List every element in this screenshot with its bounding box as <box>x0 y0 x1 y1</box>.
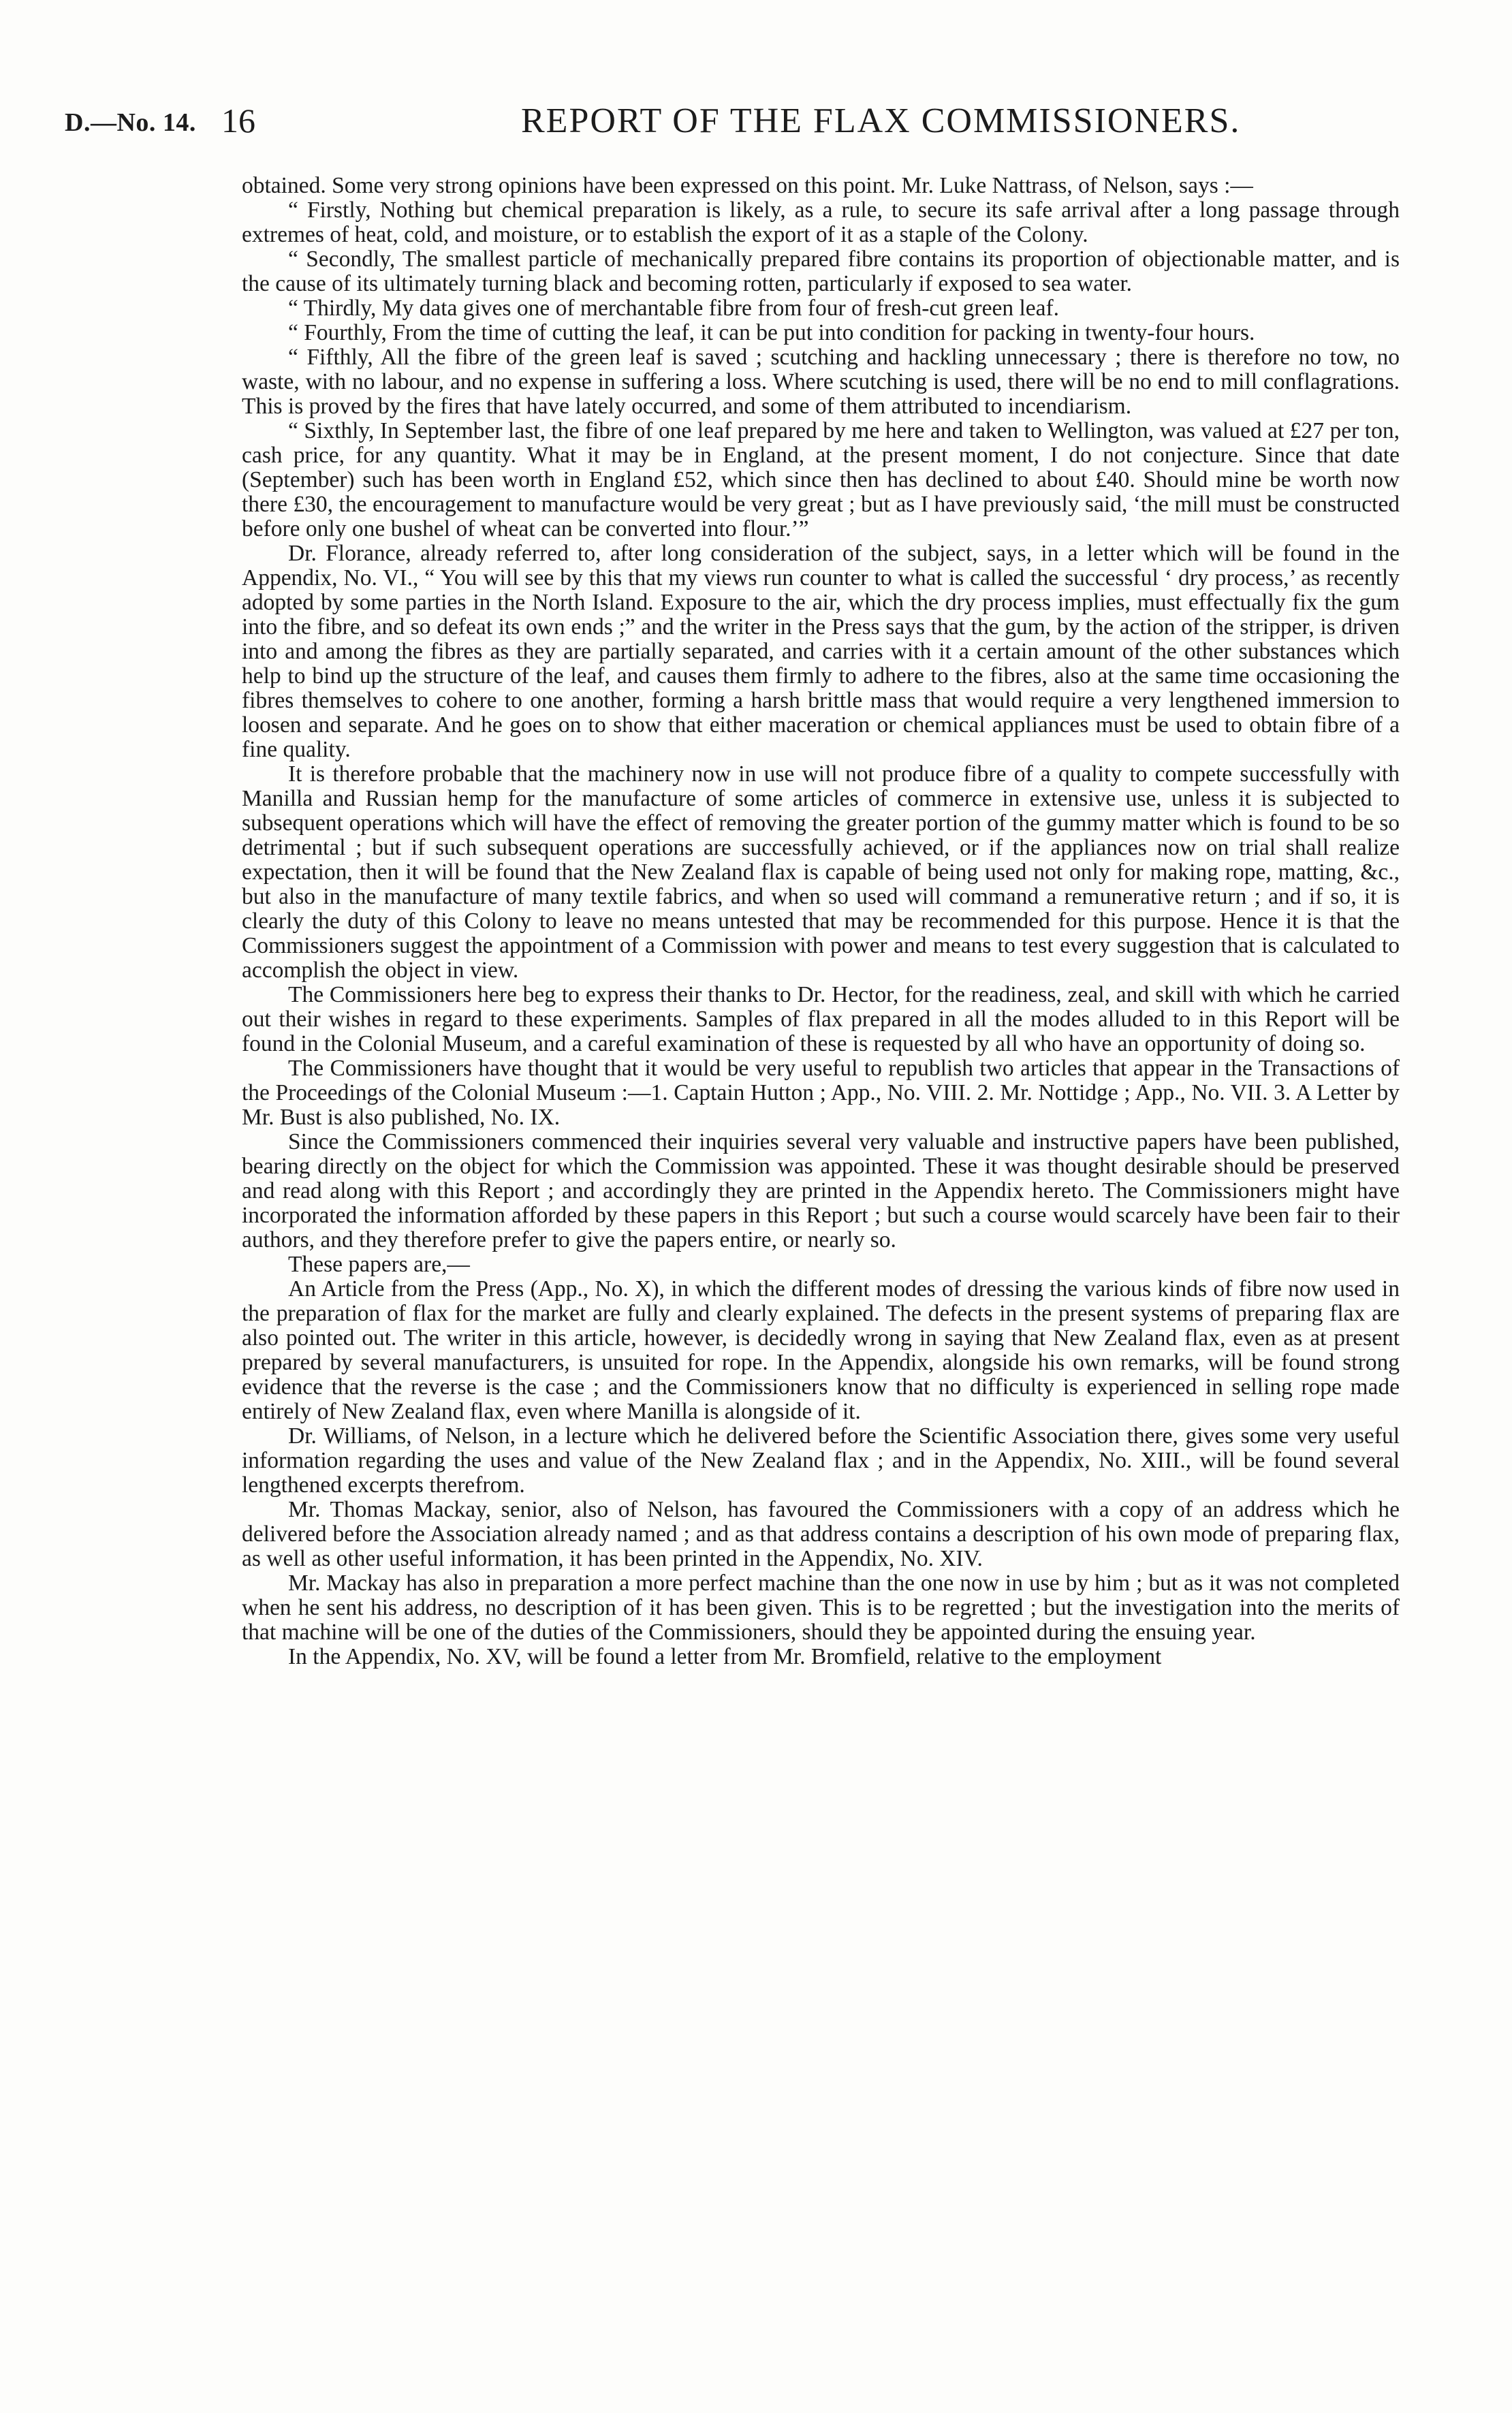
paragraph: It is therefore probable that the machinery now in use will not produce fibre of a quality to compete successfully with Manilla and Russian hemp for the manufacture of some articles of commerce in extensive use, unless it is subjected to subsequent operations which will have the effect of removing the greater portion of the gummy matter which is found to be so detrimental ; but if such subsequent operations are successfully achieved, or if the appliances now on trial shall realize expectation, then it will be found that the New Zealand flax is capable of being used not only for making rope, matting, &c., but also in the manufacture of many textile fabrics, and when so used will command a remunerative return ; and if so, it is clearly the duty of this Colony to leave no means untested that may be recommended for this purpose. Hence it is that the Commissioners suggest the appointment of a Commission with power and means to test every suggestion that is calculated to accomplish the object in view. <box>242 761 1400 983</box>
quote-paragraph: “ Fifthly, All the fibre of the green leaf is saved ; scutching and hackling unnecessary ; there is therefore no tow, no waste, with no labour, and no expense in suffering a loss. Where scutching is used, there will be no end to mill conflagrations. This is proved by the fires that have lately occurred, and some of them attributed to incendiarism. <box>242 345 1400 419</box>
paragraph: These papers are,— <box>288 1252 470 1277</box>
quote-paragraph: “ Thirdly, My data gives one of merchantable fibre from four of fresh-cut green leaf. <box>288 296 1060 321</box>
paragraph: obtained. Some very strong opinions have been expressed on this point. Mr. Luke Nattrass, of Nelson, says :— <box>242 173 1253 198</box>
page-number: 16 <box>221 101 255 140</box>
paragraph: An Article from the Press (App., No. X), in which the different modes of dressing the various kinds of fibre now used in the preparation of flax for the market are fully and clearly explained. The defects in the present systems of preparing flax are also pointed out. The writer in this article, however, is decidedly wrong in saying that New Zealand flax, even as at present prepared by several manufacturers, is unsuited for rope. In the Appendix, alongside his own remarks, will be found strong evidence that the reverse is the case ; and the Commissioners know that no difficulty is experienced in selling rope made entirely of New Zealand flax, even where Manilla is alongside of it. <box>242 1276 1400 1424</box>
page-header <box>65 95 1454 157</box>
paragraph: The Commissioners have thought that it would be very useful to republish two articles that appear in the Transactions of the Proceedings of the Colonial Museum :—1. Captain Hutton ; App., No. VIII. 2. Mr. Nottidge ; App., No. VII. 3. A Letter by Mr. Bust is also published, No. IX. <box>242 1056 1400 1130</box>
quote-paragraph: “ Secondly, The smallest particle of mechanically prepared fibre contains its proportion of objectionable matter, and is the cause of its ultimately turning black and becoming rotten, particularly if exposed to sea water. <box>242 247 1400 296</box>
paragraph: Dr. Williams, of Nelson, in a lecture which he delivered before the Scientific Association there, gives some very useful information regarding the uses and value of the New Zealand flax ; and in the Appendix, No. XIII., will be found several lengthened excerpts therefrom. <box>242 1423 1400 1498</box>
paragraph: In the Appendix, No. XV, will be found a letter from Mr. Bromfield, relative to the employment <box>288 1644 1162 1669</box>
paragraph: Since the Commissioners commenced their inquiries several very valuable and instructive papers have been published, bearing directly on the object for which the Commission was appointed. These it was thought desirable should be preserved and read along with this Report ; and accordingly they are printed in the Appendix hereto. The Commissioners might have incorporated the information afforded by these papers in this Report ; but such a course would scarcely have been fair to their authors, and they therefore prefer to give the papers entire, or nearly so. <box>242 1129 1400 1252</box>
quote-paragraph: “ Sixthly, In September last, the fibre of one leaf prepared by me here and taken to Wellington, was valued at £27 per ton, cash price, for any quantity. What it may be in England, at the present moment, I do not conjecture. Since that date (September) such has been worth in England £52, which since then has declined to about £40. Should mine be worth now there £30, the encouragement to manufacture would be very great ; but as I have previously said, ‘the mill must be constructed before only one bushel of wheat can be converted into flour.’” <box>242 418 1400 541</box>
paragraph: Mr. Thomas Mackay, senior, also of Nelson, has favoured the Commissioners with a copy of an address which he delivered before the Association already named ; and as that address contains a description of his own mode of preparing flax, as well as other useful information, it has been printed in the Appendix, No. XIV. <box>242 1497 1400 1571</box>
document-series: D.—No. 14. <box>65 108 196 137</box>
quote-paragraph: “ Fourthly, From the time of cutting the leaf, it can be put into condition for packing in twenty-four hours. <box>288 320 1255 345</box>
running-title: REPORT OF THE FLAX COMMISSIONERS. <box>521 101 1241 140</box>
body-text <box>242 174 1400 1669</box>
quote-paragraph: “ Firstly, Nothing but chemical preparation is likely, as a rule, to secure its safe arrival after a long passage through extremes of heat, cold, and moisture, or to establish the export of it as a staple of the Colony. <box>242 198 1400 247</box>
paragraph: Mr. Mackay has also in preparation a more perfect machine than the one now in use by him ; but as it was not completed when he sent his address, no description of it has been given. This is to be regretted ; but the investigation into the merits of that machine will be one of the duties of the Commissioners, should they be appointed during the ensuing year. <box>242 1571 1400 1645</box>
paragraph: Dr. Florance, already referred to, after long consideration of the subject, says, in a letter which will be found in the Appendix, No. VI., “ You will see by this that my views run counter to what is called the successful ‘ dry process,’ as recently adopted by some parties in the North Island. Exposure to the air, which the dry process implies, must effectually fix the gum into the fibre, and so defeat its own ends ;” and the writer in the Press says that the gum, by the action of the stripper, is driven into and among the fibres as they are partially separated, and carries with it a certain amount of the other substances which help to bind up the structure of the leaf, and causes them firmly to adhere to the fibres, also at the same time occasioning the fibres themselves to cohere to one another, forming a harsh brittle mass that would require a very lengthened immersion to loosen and separate. And he goes on to show that either maceration or chemical appliances must be used to obtain fibre of a fine quality. <box>242 541 1400 762</box>
paragraph: The Commissioners here beg to express their thanks to Dr. Hector, for the readiness, zeal, and skill with which he carried out their wishes in regard to these experiments. Samples of flax prepared in all the modes alluded to in this Report will be found in the Colonial Museum, and a careful examination of these is requested by all who have an opportunity of doing so. <box>242 982 1400 1056</box>
